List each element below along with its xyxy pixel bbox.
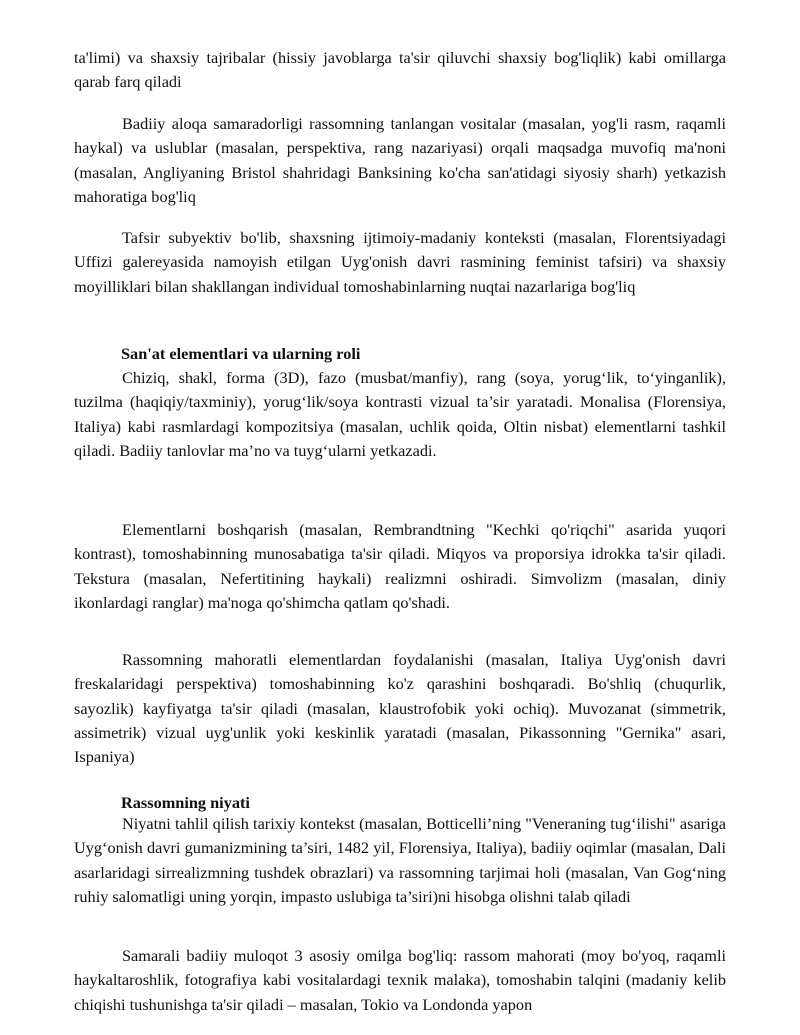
paragraph-art-elements: Chiziq, shakl, forma (3D), fazo (musbat/manfiy), rang (soya, yorug‘lik, to‘yinganlik), tuzilma (haqiqiy/taxminiy), yorug‘lik/soya kontrasti vizual ta’sir yaratadi. Monalisa (Florensiya, Italiya) kabi rasmlardagi kompozitsiya (masalan, uchlik qoida, Oltin nisbat) elementlarni tashkil qiladi. Badiiy tanlovlar ma’no va tuyg‘ularni yetkazadi. [74,368,726,460]
section-heading-artist-intent: Rassomning niyati [121,793,250,812]
paragraph-artist-intent: Niyatni tahlil qilish tarixiy kontekst (masalan, Botticelli’ning "Veneraning tug‘ilishi" asariga Uyg‘onish davri gumanizmining ta’siri, 1482 yil, Florensiya, Italiya), badiiy oqimlar (masalan, Dali asarlaridagi sirrealizmning tushdek obrazlari) va rassomning tarjimai holi (masalan, Van Gog‘ning ruhiy salomatligi uning yorqin, impasto uslubiga ta’siri)ni hisobga olishni talab qiladi [74,814,726,906]
paragraph-interpretation: Tafsir subyektiv bo'lib, shaxsning ijtimoiy-madaniy konteksti (masalan, Florentsiyadagi Uffizi galereyasida namoyish etilgan Uyg'onish davri rasmining feminist tafsiri) va shaxsiy moyilliklari bilan shakllangan individual tomoshabinlarning nuqtai nazarlariga bog'liq [74,228,726,296]
section-heading-art-elements: San'at elementlari va ularning roli [121,344,361,363]
paragraph-artist-skill: Rassomning mahoratli elementlardan foydalanishi (masalan, Italiya Uyg'onish davri freskalaridagi perspektiva) tomoshabinning ko'z qarashini boshqaradi. Bo'shliq (chuqurlik, sayozlik) kayfiyatga ta'sir qiladi (masalan, klaustrofobik yoki ochiq). Muvozanat (simmetrik, assimetrik) vizual uyg'unlik yoki keskinlik yaratadi (masalan, Pikassonning "Gernika" asari, Ispaniya) [74,650,726,767]
paragraph-managing-elements: Elementlarni boshqarish (masalan, Rembrandtning "Kechki qo'riqchi" asarida yuqori kontrast), tomoshabinning munosabatiga ta'sir qiladi. Miqyos va proporsiya idrokka ta'sir qiladi. Tekstura (masalan, Nefertitining haykali) realizmni oshiradi. Simvolizm (masalan, diniy ikonlardagi ranglar) ma'noga qo'shimcha qatlam qo'shadi. [74,520,726,612]
paragraph-artistic-communication: Badiiy aloqa samaradorligi rassomning tanlangan vositalar (masalan, yog'li rasm, raqamli haykal) va uslublar (masalan, perspektiva, rang nazariyasi) orqali maqsadga muvofiq ma'noni (masalan, Angliyaning Bristol shahridagi Banksining ko'cha san'atidagi siyosiy sharh) yetkazish mahoratiga bog'liq [74,114,726,206]
paragraph-continuation: ta'limi) va shaxsiy tajribalar (hissiy javoblarga ta'sir qiluvchi shaxsiy bog'liqlik) kabi omillarga qarab farq qiladi [74,48,726,92]
paragraph-effective-communication: Samarali badiiy muloqot 3 asosiy omilga bog'liq: rassom mahorati (moy bo'yoq, raqamli haykaltaroshlik, fotografiya kabi vositalardagi texnik malaka), tomoshabin talqini (madaniy kelib chiqishi tushunishga ta'sir qiladi – masalan, Tokio va Londonda yapon [74,946,726,1014]
